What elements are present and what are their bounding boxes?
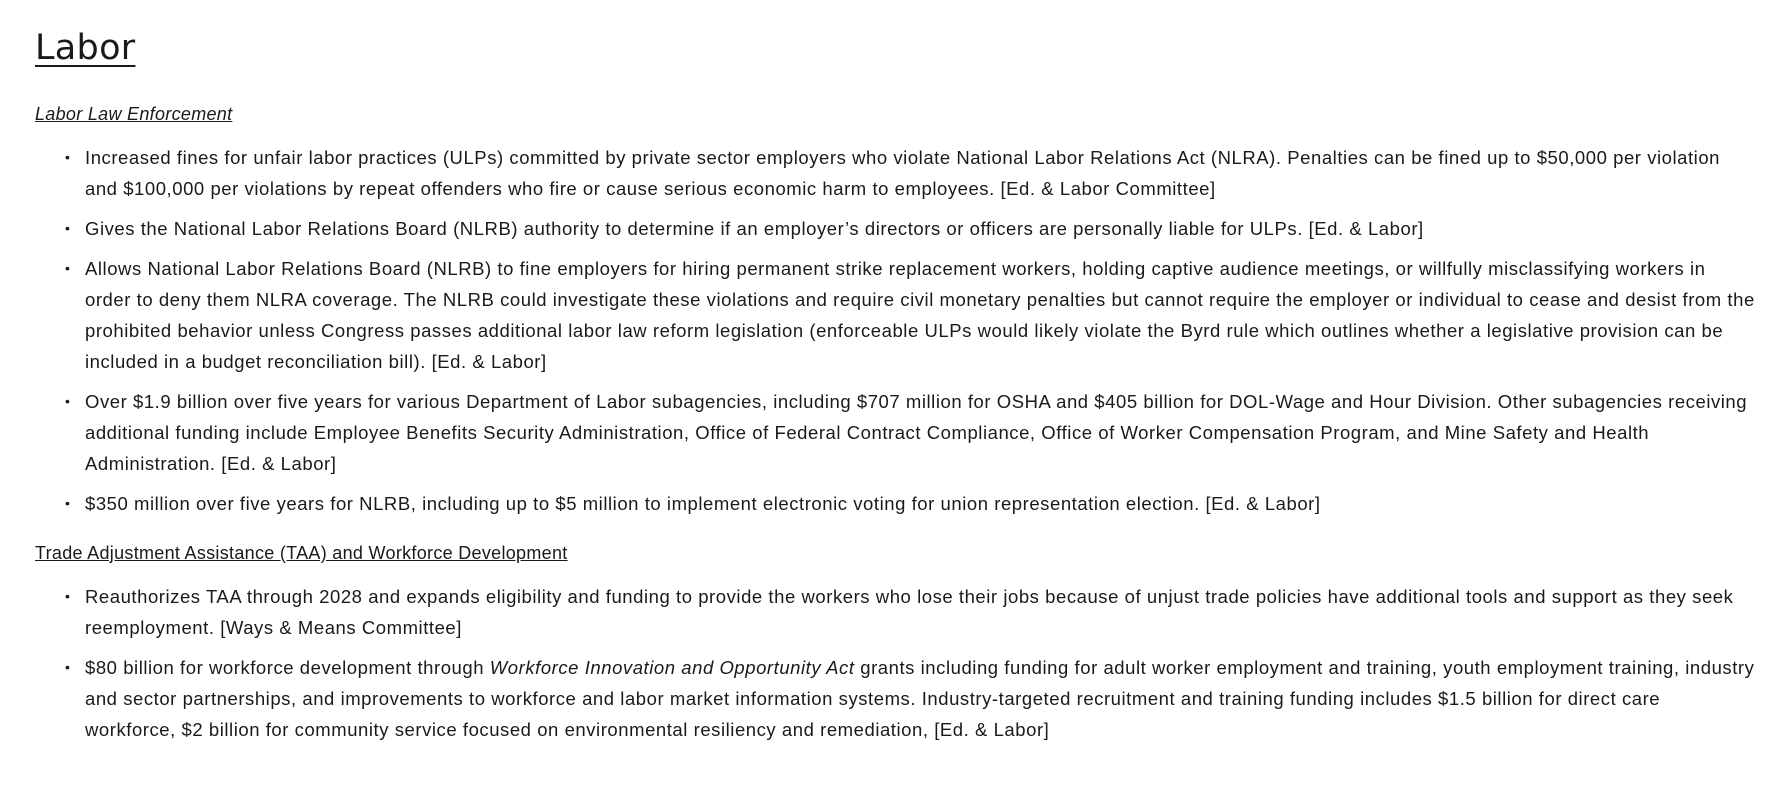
- act-name-italic: Workforce Innovation and Opportunity Act: [489, 657, 855, 678]
- page-title: Labor: [35, 28, 136, 68]
- list-item-text: Reauthorizes TAA through 2028 and expands eligibility and funding to provide the workers who lose their jobs because of unjust trade policies have additional tools and support as they seek reemployment. [Ways & Means Committee]: [85, 586, 1734, 638]
- bullet-icon: •: [65, 588, 71, 604]
- section-heading-taa-workforce: Trade Adjustment Assistance (TAA) and Workforce Development: [35, 543, 568, 563]
- document-page: [35, 20, 1755, 754]
- taa-workforce-list: [35, 581, 1755, 745]
- bullet-icon: •: [65, 659, 71, 675]
- bullet-icon: •: [65, 495, 71, 511]
- list-item-text-before: $80 billion for workforce development through: [85, 657, 490, 678]
- bullet-icon: •: [65, 149, 71, 165]
- list-item: [35, 652, 1755, 745]
- list-item-text: Allows National Labor Relations Board (NLRB) to fine employers for hiring permanent strike replacement workers, holding captive audience meetings, or willfully misclassifying workers in order to deny them NLRA coverage. The NLRB could investigate these violations and require civil monetary penalties but cannot require the employer or individual to cease and desist from the prohibited behavior unless Congress passes additional labor law reform legislation (enforceable ULPs would likely violate the Byrd rule which outlines whether a legislative provision can be included in a budget reconciliation bill). [Ed. & Labor]: [85, 258, 1755, 372]
- list-item-text-after: grants including funding for adult worker employment and training, youth employment training, industry and sector partnerships, and improvements to workforce and labor market information systems. Industry-targeted recruitment and training funding includes $1.5 billion for direct care workforce, $2 billion for community service focused on environmental resiliency and remediation, [Ed. & Labor]: [85, 657, 1755, 740]
- list-item: [35, 253, 1755, 377]
- list-item-text: $350 million over five years for NLRB, including up to $5 million to implement electronic voting for union representation election. [Ed. & Labor]: [85, 493, 1321, 514]
- list-item: [35, 386, 1755, 479]
- list-item-text: Gives the National Labor Relations Board (NLRB) authority to determine if an employer’s directors or officers are personally liable for ULPs. [Ed. & Labor]: [85, 218, 1424, 239]
- bullet-icon: •: [65, 260, 71, 276]
- bullet-icon: •: [65, 393, 71, 409]
- labor-law-enforcement-list: [35, 142, 1755, 519]
- list-item: [35, 142, 1755, 204]
- list-item: [35, 213, 1755, 244]
- list-item: [35, 581, 1755, 643]
- list-item-text: Over $1.9 billion over five years for various Department of Labor subagencies, including $707 million for OSHA and $405 billion for DOL-Wage and Hour Division. Other subagencies receiving additional funding include Employee Benefits Security Administration, Office of Federal Contract Compliance, Office of Worker Compensation Program, and Mine Safety and Health Administration. [Ed. & Labor]: [85, 391, 1748, 474]
- list-item-text: Increased fines for unfair labor practices (ULPs) committed by private sector employers who violate National Labor Relations Act (NLRA). Penalties can be fined up to $50,000 per violation and $100,000 per violations by repeat offenders who fire or cause serious economic harm to employees. [Ed. & Labor Committee]: [85, 147, 1721, 199]
- section-heading-labor-law-enforcement: Labor Law Enforcement: [35, 104, 233, 124]
- list-item: [35, 488, 1755, 519]
- bullet-icon: •: [65, 220, 71, 236]
